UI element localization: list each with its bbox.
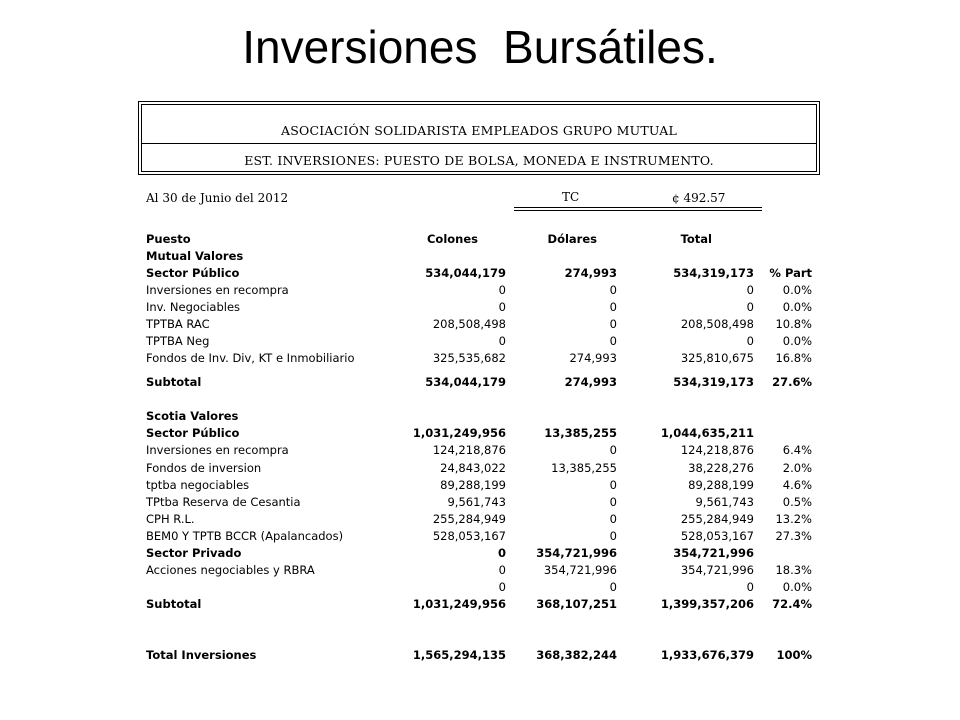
table-row xyxy=(146,425,814,442)
cell-pct: 27.3% xyxy=(775,529,812,543)
cell-label: Mutual Valores xyxy=(146,249,244,263)
cell-dolares: 354,721,996 xyxy=(543,563,617,577)
cell-colones: 0 xyxy=(498,334,506,348)
cell-colones: 0 xyxy=(497,546,506,560)
cell-total: 1,044,635,211 xyxy=(660,426,754,440)
table-row xyxy=(146,562,814,579)
cell-dolares: 0 xyxy=(609,443,617,457)
cell-colones: 24,843,022 xyxy=(440,461,506,475)
cell-dolares: 354,721,996 xyxy=(536,546,617,560)
cell-label: TPtba Reserva de Cesantia xyxy=(146,495,301,509)
table-row xyxy=(146,248,814,265)
table-row xyxy=(146,528,814,545)
report-header-subtitle: EST. INVERSIONES: PUESTO DE BOLSA, MONEDA E INSTRUMENTO. xyxy=(244,153,714,168)
cell-dolares: 0 xyxy=(609,495,617,509)
column-header-colones: Colones xyxy=(426,232,478,246)
cell-label: Sector Privado xyxy=(146,546,242,560)
cell-pct: 10.8% xyxy=(775,317,812,331)
cell-total: 124,218,876 xyxy=(680,443,754,457)
cell-dolares: 274,993 xyxy=(564,266,617,280)
cell-total: 0 xyxy=(746,283,754,297)
table-header-row xyxy=(146,231,814,248)
table-row xyxy=(146,596,814,613)
report-header-org: ASOCIACIÓN SOLIDARISTA EMPLEADOS GRUPO MUTUAL xyxy=(281,123,677,138)
exchange-rate-underline xyxy=(514,207,762,208)
cell-dolares: 0 xyxy=(609,283,617,297)
cell-total: 0 xyxy=(746,300,754,314)
cell-dolares: 274,993 xyxy=(569,351,617,365)
cell-pct: 0.0% xyxy=(782,283,812,297)
table-row xyxy=(146,316,814,333)
cell-colones: 208,508,498 xyxy=(432,317,506,331)
cell-total: 528,053,167 xyxy=(680,529,754,543)
cell-colones: 0 xyxy=(498,283,506,297)
cell-pct: 6.4% xyxy=(782,443,812,457)
cell-total: 534,319,173 xyxy=(673,375,754,389)
table-row xyxy=(146,647,814,664)
cell-colones: 534,044,179 xyxy=(425,266,506,280)
cell-total: 0 xyxy=(746,334,754,348)
cell-dolares: 13,385,255 xyxy=(551,461,617,475)
cell-pct: 0.0% xyxy=(782,334,812,348)
cell-dolares: 0 xyxy=(609,580,617,594)
table-row xyxy=(146,579,814,596)
cell-pct: 2.0% xyxy=(782,461,812,475)
cell-dolares: 0 xyxy=(609,478,617,492)
column-header-puesto: Puesto xyxy=(146,232,191,246)
cell-colones: 528,053,167 xyxy=(432,529,506,543)
cell-pct: 4.6% xyxy=(782,478,812,492)
report-date: Al 30 de Junio del 2012 xyxy=(146,191,289,205)
table-row xyxy=(146,442,814,459)
cell-pct: 16.8% xyxy=(775,351,812,365)
cell-label: Fondos de Inv. Div, KT e Inmobiliario xyxy=(146,351,355,365)
exchange-rate-label: TC xyxy=(562,190,580,204)
table-row xyxy=(146,494,814,511)
cell-colones: 0 xyxy=(498,563,506,577)
cell-pct: 100% xyxy=(776,648,812,662)
cell-dolares: 368,382,244 xyxy=(536,648,617,662)
cell-label: tptba negociables xyxy=(146,478,250,492)
cell-colones: 9,561,743 xyxy=(447,495,506,509)
cell-label: Sector Público xyxy=(146,266,240,280)
cell-total: 0 xyxy=(746,580,754,594)
cell-total: 1,399,357,206 xyxy=(660,597,754,611)
cell-label: Fondos de inversion xyxy=(146,461,262,475)
cell-label: CPH R.L. xyxy=(146,512,195,526)
cell-colones: 255,284,949 xyxy=(432,512,506,526)
cell-total: 1,933,676,379 xyxy=(660,648,754,662)
cell-total: 9,561,743 xyxy=(695,495,754,509)
cell-colones: 0 xyxy=(498,580,506,594)
cell-dolares: 274,993 xyxy=(564,375,617,389)
cell-label: Sector Público xyxy=(146,426,240,440)
cell-label: Subtotal xyxy=(146,375,202,389)
cell-label: Inversiones en recompra xyxy=(146,443,289,457)
table-row xyxy=(146,460,814,477)
table-row xyxy=(146,511,814,528)
cell-label: Total Inversiones xyxy=(146,648,257,662)
cell-dolares: 0 xyxy=(609,334,617,348)
cell-pct: 27.6% xyxy=(772,375,812,389)
cell-label: Inv. Negociables xyxy=(146,300,241,314)
report-header-box xyxy=(141,104,817,172)
cell-pct: 13.2% xyxy=(775,512,812,526)
cell-colones: 1,031,249,956 xyxy=(412,426,506,440)
cell-label: Scotia Valores xyxy=(146,409,239,423)
cell-colones: 534,044,179 xyxy=(425,375,506,389)
cell-label: Acciones negociables y RBRA xyxy=(146,563,315,577)
slide-title: Inversiones Bursátiles. xyxy=(242,21,718,73)
header-divider xyxy=(142,143,816,144)
cell-colones: 124,218,876 xyxy=(432,443,506,457)
table-row xyxy=(146,299,814,316)
cell-dolares: 0 xyxy=(609,529,617,543)
cell-dolares: 0 xyxy=(609,300,617,314)
cell-label: Subtotal xyxy=(146,597,202,611)
cell-dolares: 0 xyxy=(609,512,617,526)
cell-total: 89,288,199 xyxy=(688,478,754,492)
cell-pct: 0.5% xyxy=(782,495,812,509)
table-row xyxy=(146,333,814,350)
cell-pct: 72.4% xyxy=(772,597,812,611)
cell-total: 208,508,498 xyxy=(680,317,754,331)
table-row xyxy=(146,477,814,494)
cell-dolares: 13,385,255 xyxy=(544,426,617,440)
cell-colones: 1,031,249,956 xyxy=(412,597,506,611)
cell-pct: 18.3% xyxy=(775,563,812,577)
column-header-dolares: Dólares xyxy=(547,232,597,246)
table-row xyxy=(146,408,814,425)
cell-total: 255,284,949 xyxy=(680,512,754,526)
cell-colones: 0 xyxy=(498,300,506,314)
cell-total: 354,721,996 xyxy=(673,546,754,560)
column-header-total: Total xyxy=(680,232,712,246)
exchange-rate-value: ¢ 492.57 xyxy=(672,191,726,205)
cell-dolares: 0 xyxy=(609,317,617,331)
cell-label: BEM0 Y TPTB BCCR (Apalancados) xyxy=(146,529,344,543)
table-row xyxy=(146,265,814,282)
cell-pct: 0.0% xyxy=(782,580,812,594)
cell-colones: 89,288,199 xyxy=(440,478,506,492)
cell-dolares: 368,107,251 xyxy=(536,597,617,611)
exchange-rate-underline xyxy=(514,210,762,211)
cell-label: TPTBA Neg xyxy=(146,334,210,348)
table-row xyxy=(146,282,814,299)
cell-label: TPTBA RAC xyxy=(146,317,210,331)
cell-total: 354,721,996 xyxy=(680,563,754,577)
cell-total: 325,810,675 xyxy=(680,351,754,365)
cell-colones: 325,535,682 xyxy=(432,351,506,365)
cell-pct: % Part xyxy=(769,266,812,280)
table-row xyxy=(146,350,814,367)
table-row xyxy=(146,545,814,562)
cell-total: 38,228,276 xyxy=(688,461,754,475)
cell-colones: 1,565,294,135 xyxy=(412,648,506,662)
table-row xyxy=(146,374,814,391)
cell-label: Inversiones en recompra xyxy=(146,283,289,297)
cell-pct: 0.0% xyxy=(782,300,812,314)
cell-total: 534,319,173 xyxy=(673,266,754,280)
